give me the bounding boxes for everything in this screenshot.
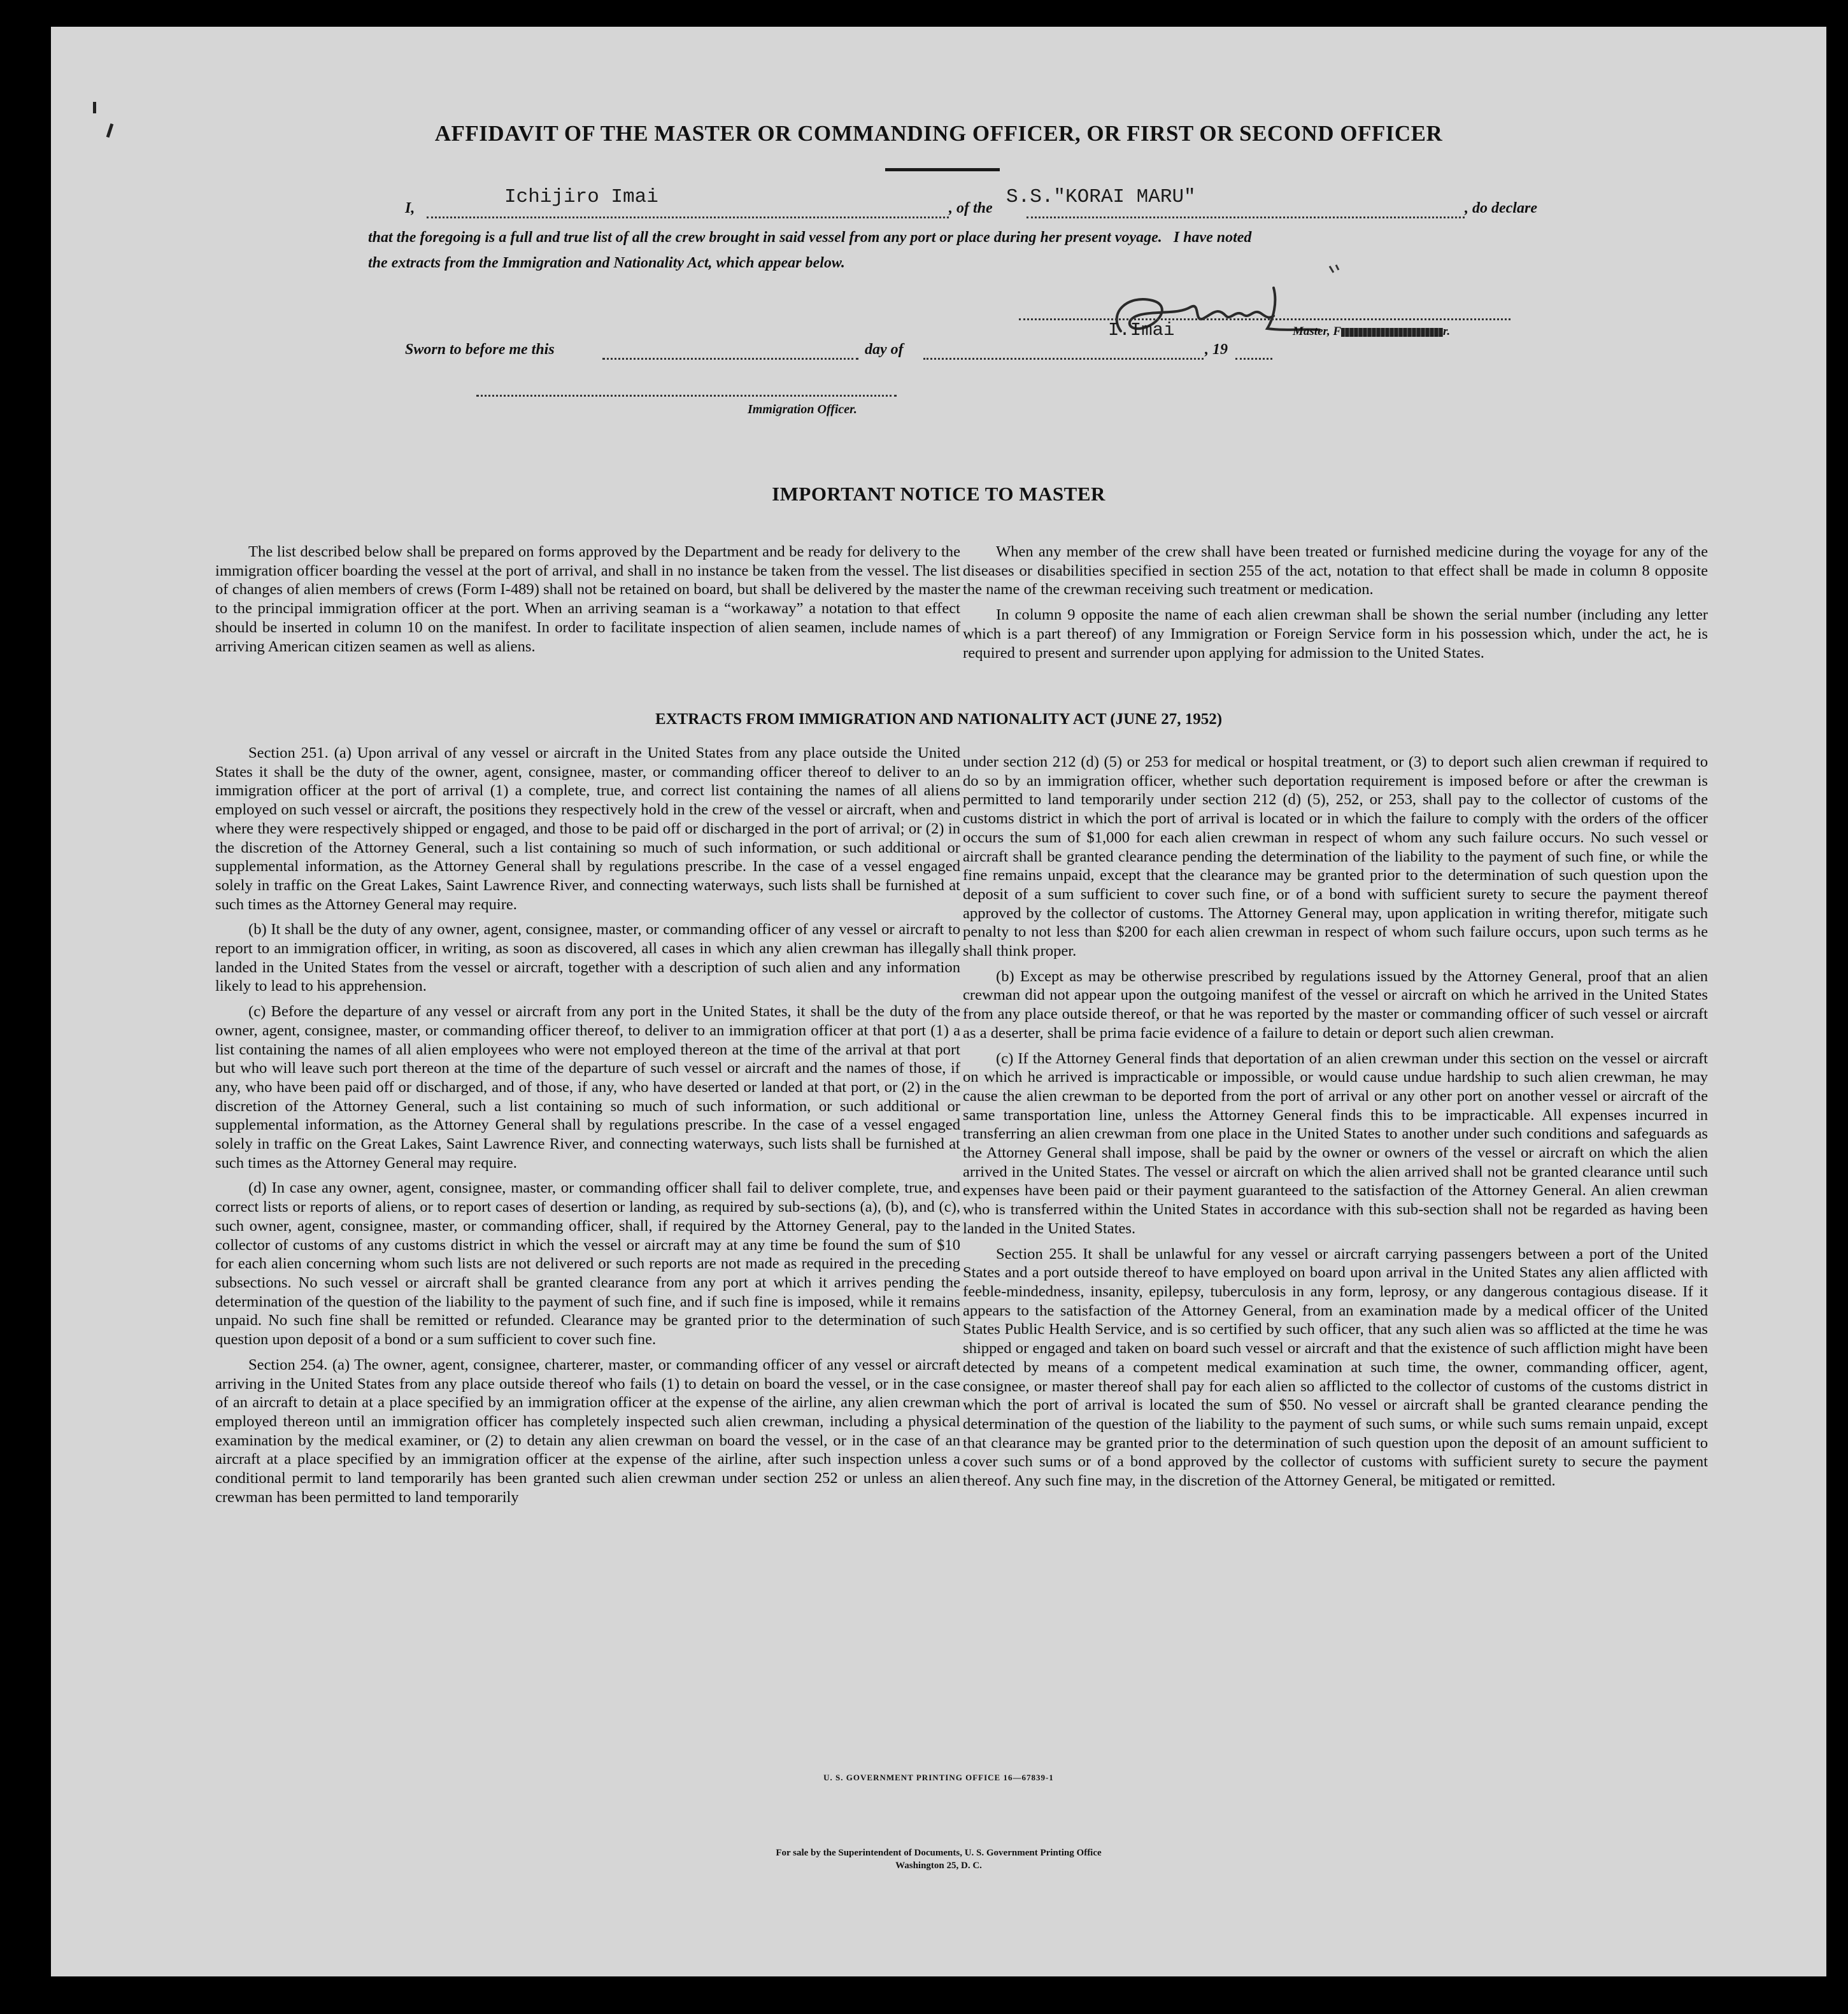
footer-line-1: For sale by the Superintendent of Documents, U. S. Government Printing Office bbox=[776, 1848, 1102, 1858]
signer-title bbox=[1293, 325, 1450, 339]
year-label: , 19 bbox=[1205, 341, 1228, 358]
section-254-a-continued: under section 212 (d) (5) or 253 for medical or hospital treatment, or (3) to deport such alien crewman if required to do so by an immigration officer, whether such deportation requirement is imposed before or after the crewman is permitted to land temporarily under section 212 (d) (5), 252, or 253, shall pay to the collector of customs of the customs district in which the port of arrival is located or in which the failure to comply with the orders of the officer occurs the sum of $1,000 for each alien crewman in respect of whom any such failure occurs. No such vessel or aircraft shall be granted clearance pending the determination of the liability to the payment of such fine, or while the fine remains unpaid, except that the clearance may be granted prior to the determination of such question upon the deposit of a sum sufficient to cover such fine, or of a bond with sufficient surety to secure the payment thereof approved by the collector of customs. The Attorney General may, upon application in writing therefor, mitigate such penalty to not less than $200 for each alien crewman in respect of whom such failure occurs, upon such terms as he shall think proper. bbox=[963, 753, 1708, 960]
immigration-officer-label: Immigration Officer. bbox=[748, 402, 857, 416]
of-the-label: , of the bbox=[949, 200, 993, 216]
section-254-b: (b) Except as may be otherwise prescribed by regulations issued by the Attorney General, proof that an alien crewman did not appear upon the outgoing manifest of the vessel or aircraft on which he arrived in the United States from any place outside thereof, or that he was reported by the master or commanding officer of such vessel or aircraft as a deserter, shall be prima facie evidence of a failure to detain or deport such alien crewman. bbox=[963, 967, 1708, 1042]
document-page bbox=[51, 27, 1826, 1976]
section-251-d: (d) In case any owner, agent, consignee, master, or commanding officer shall fail to deliver complete, true, and correct lists or reports of aliens, or to report cases of desertion or landing, as required by sub-sections (a), (b), and (c), such owner, agent, consignee, master, or commanding officer, shall, if required by the Attorney General, pay to the collector of customs of any customs district in which the vessel or aircraft may at any time be found the sum of $10 for each alien concerning whom such lists are not delivered or such reports are not made as required in the preceding subsections. No such vessel or aircraft shall be granted clearance from any port at which it arrives pending the determination of the question of the liability to the payment of such fine, and if such fine is imposed, while it remains unpaid. No such fine shall be remitted or refunded. Clearance may be granted prior to the determination of such question upon deposit of a bond or a sum sufficient to cover such fine. bbox=[215, 1179, 960, 1349]
signer-title-start: Master, F bbox=[1293, 325, 1342, 338]
sworn-month-line bbox=[923, 358, 1204, 360]
print-code: U. S. GOVERNMENT PRINTING OFFICE 16—67839-1 bbox=[823, 1773, 1054, 1782]
affidavit-title: AFFIDAVIT OF THE MASTER OR COMMANDING OFFICER, OR FIRST OR SECOND OFFICER bbox=[434, 121, 1443, 146]
officer-line bbox=[476, 395, 897, 397]
sworn-label: Sworn to before me this bbox=[405, 341, 555, 358]
master-name-value: Ichijiro Imai bbox=[504, 186, 658, 208]
signature-typed-name: I.Imai bbox=[1108, 320, 1175, 341]
do-declare-label: , do declare bbox=[1465, 200, 1537, 216]
struck-title bbox=[1341, 328, 1443, 337]
affidavit-prefix: I, bbox=[405, 200, 415, 216]
vessel-name-value: S.S."KORAI MARU" bbox=[1006, 186, 1196, 208]
affidavit-statement-1: that the foregoing is a full and true list of all the crew brought in said vessel from any port or place during her present voyage. I have noted bbox=[368, 229, 1252, 246]
notice-right-paragraph-1: When any member of the crew shall have been treated or furnished medicine during the voyage for any of the diseases or disabilities specified in section 255 of the act, notation to that effect shall be made in column 8 opposite the name of the crewman receiving such treatment or medication. bbox=[963, 543, 1708, 599]
vessel-line bbox=[1027, 216, 1465, 218]
footer-line-2: Washington 25, D. C. bbox=[895, 1861, 982, 1871]
section-251-b: (b) It shall be the duty of any owner, agent, consignee, master, or commanding officer of any vessel or aircraft to report to an immigration officer, in writing, as soon as discovered, all cases in which any alien crewman has illegally landed in the United States from the vessel or aircraft, together with a description of such alien and any information likely to lead to his apprehension. bbox=[215, 921, 960, 995]
extracts-left-column bbox=[215, 744, 960, 1513]
footer bbox=[51, 1847, 1826, 1872]
margin-mark bbox=[93, 102, 96, 113]
extracts-title: EXTRACTS FROM IMMIGRATION AND NATIONALITY ACT (JUNE 27, 1952) bbox=[655, 711, 1223, 728]
day-of-label: day of bbox=[865, 341, 904, 358]
title-rule bbox=[885, 168, 1000, 171]
notice-right-column bbox=[963, 543, 1708, 669]
notice-right-paragraph-2: In column 9 opposite the name of each alien crewman shall be shown the serial number (including any letter which is a part thereof) of any Immigration or Foreign Service form in his possession which, under the act, he is required to present and surrender upon applying for admission to the United States. bbox=[963, 606, 1708, 662]
notice-left-paragraph: The list described below shall be prepared on forms approved by the Department and be ready for delivery to the immigration officer boarding the vessel at the port of arrival, and shall in no instance be taken from the vessel. The list of changes of alien members of crews (Form I-489) shall not be retained on board, but shall be delivered by the master to the principal immigration officer at the port. When an arriving seaman is a “workaway” a notation to that effect should be inserted in column 10 on the manifest. In order to facilitate inspection of alien seamen, include names of arriving American citizen seamen as well as aliens. bbox=[215, 543, 960, 655]
sworn-day-line bbox=[602, 358, 858, 360]
notice-title: IMPORTANT NOTICE TO MASTER bbox=[772, 483, 1105, 505]
section-254-a: Section 254. (a) The owner, agent, consignee, charterer, master, or commanding officer of any vessel or aircraft arriving in the United States from any place outside thereof who fails (1) to detain on board the vessel, or in the case of an aircraft to detain at a place specified by an immigration officer at the expense of the airline, any alien crewman employed thereon until an immigration officer has completely inspected such alien crewman, including a physical examination by the medical examiner, or (2) to detain any alien crewman on board the vessel, or in the case of an aircraft at a place specified by an immigration officer at the expense of the airline, after such inspection unless a conditional permit to land temporarily has been granted such alien crewman under section 252 or unless an alien crewman has been permitted to land temporarily bbox=[215, 1356, 960, 1506]
notice-left-column bbox=[215, 543, 960, 662]
extracts-right-column bbox=[963, 753, 1708, 1497]
affidavit-statement-2: the extracts from the Immigration and Nationality Act, which appear below. bbox=[368, 255, 845, 271]
section-251-a: Section 251. (a) Upon arrival of any vessel or aircraft in the United States from any place outside the United States it shall be the duty of the owner, agent, consignee, master, or commanding officer thereof to deliver to an immigration officer at the port of arrival (1) a complete, true, and correct list containing the names of all aliens employed on such vessel or aircraft, the positions they respectively hold in the crew of the vessel or aircraft, when and where they were respectively shipped or engaged, and those to be paid off or discharged in the port of arrival; or (2) in the discretion of the Attorney General, such a list containing so much of such information, or such additional or supplemental information, as the Attorney General shall by regulations prescribe. In the case of a vessel engaged solely in traffic on the Great Lakes, Saint Lawrence River, and connecting waterways, such lists shall be furnished at such times as the Attorney General may require. bbox=[215, 744, 960, 913]
section-254-c: (c) If the Attorney General finds that deportation of an alien crewman under this section on the vessel or aircraft on which he arrived is impracticable or impossible, or would cause undue hardship to such alien crewman, he may cause the alien crewman to be deported from the port of arrival or any other port on another vessel or aircraft of the same transportation line, unless the Attorney General finds this to be impracticable. All expenses incurred in transferring an alien crewman from one place in the United States to another under such conditions and safeguards as the Attorney General shall impose, shall be paid by the owner or owners of the vessel or aircraft on which the alien arrived in the United States. The vessel or aircraft on which the alien arrived shall not be granted clearance until such expenses have been paid or their payment guaranteed to the satisfaction of the Attorney General. An alien crewman who is transferred within the United States in accordance with this sub-section shall not be regarded as having been landed in the United States. bbox=[963, 1049, 1708, 1237]
signer-title-end: r. bbox=[1443, 325, 1451, 338]
section-255: Section 255. It shall be unlawful for any vessel or aircraft carrying passengers between a port of the United States and a port outside thereof to have employed on board upon arrival in the United States any alien afflicted with feeble-mindedness, insanity, epilepsy, tuberculosis in any form, leprosy, or any dangerous contagious disease. If it appears to the satisfaction of the Attorney General, from an examination made by a medical officer of the United States Public Health Service, and is so certified by such officer, that any such alien was so afflicted at the time he was shipped or engaged and taken on board such vessel or aircraft and that the existence of such affliction might have been detected by means of a competent medical examination at such time, the owner, commanding officer, agent, consignee, or master thereof shall pay for each alien so afflicted to the collector of customs of the customs district in which the port of arrival is located the sum of $50. No vessel or aircraft shall be granted clearance pending the determination of the question of the liability to the payment of such sums, or while such sums remain unpaid, except that clearance may be granted prior to the determination of such question upon the deposit of an amount sufficient to cover such sums or of a bond approved by the collector of customs with sufficient surety to secure the payment thereof. Any such fine may, in the discretion of the Attorney General, be mitigated or remitted. bbox=[963, 1245, 1708, 1490]
year-line bbox=[1235, 358, 1272, 360]
section-251-c: (c) Before the departure of any vessel or aircraft from any port in the United States, it shall be the duty of the owner, agent, consignee, master, or commanding officer thereof, to deliver to an immigration officer at that port (1) a list containing the names of all alien employees who were not employed thereon at the time of the arrival at that port but who will leave such port thereon at the time of the departure of such vessel or aircraft and the names of those, if any, who have been paid off or discharged, and of those, if any, who have deserted or landed at that port, or (2) in the discretion of the Attorney General, such a list containing so much of such information, or such additional or supplemental information, as the Attorney General shall by regulations prescribe. In the case of a vessel engaged solely in traffic on the Great Lakes, Saint Lawrence River, and connecting waterways, such lists shall be furnished at such times as the Attorney General may require. bbox=[215, 1003, 960, 1172]
name-line bbox=[427, 216, 949, 218]
signature-line bbox=[1019, 318, 1510, 320]
